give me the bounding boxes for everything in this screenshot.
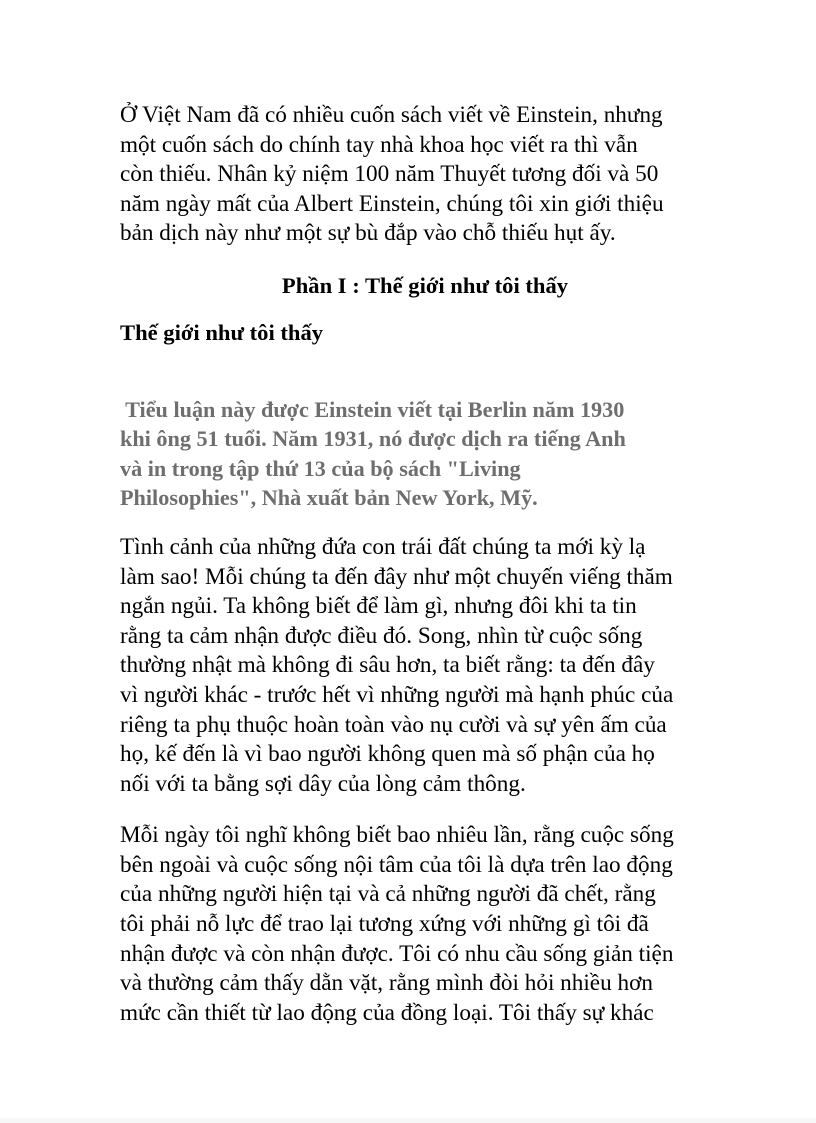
note-line: Philosophies", Nhà xuất bản New York, Mỹ. [120, 485, 538, 511]
paragraph-line: ngắn ngủi. Ta không biết để làm gì, nhưng đôi khi ta tin [120, 593, 637, 620]
intro-line: Ở Việt Nam đã có nhiều cuốn sách viết về Einstein, nhưng [120, 102, 663, 128]
note-line: khi ông 51 tuổi. Năm 1931, nó được dịch ra tiếng Anh [120, 426, 626, 452]
intro-line: còn thiếu. Nhân kỷ niệm 100 năm Thuyết tương đối và 50 [120, 161, 659, 188]
paragraph-line: tôi phải nỗ lực để trao lại tương xứng với những gì tôi đã [120, 911, 649, 938]
paragraph-line: họ, kế đến là vì bao người không quen mà số phận của họ [120, 741, 655, 768]
intro-paragraph [120, 101, 710, 249]
paragraph-line: nhận được và còn nhận được. Tôi có nhu cầu sống giản tiện [120, 940, 674, 967]
paragraph-line: bên ngoài và cuộc sống nội tâm của tôi là dựa trên lao động [120, 851, 673, 878]
body-paragraph-1 [120, 533, 710, 799]
editor-note [120, 365, 710, 513]
paragraph-line: riêng ta phụ thuộc hoàn toàn vào nụ cười và sự yên ấm của [120, 711, 667, 738]
page-bottom-edge [0, 1118, 816, 1123]
intro-line: một cuốn sách do chính tay nhà khoa học viết ra thì vẫn [120, 131, 638, 158]
paragraph-line: rằng ta cảm nhận được điều đó. Song, nhìn từ cuộc sống [120, 622, 643, 649]
paragraph-line: Tình cảnh của những đứa con trái đất chúng ta mới kỳ lạ [120, 533, 646, 560]
paragraph-line: của những người hiện tại và cả những người đã chết, rằng [120, 881, 656, 908]
intro-line: năm ngày mất của Albert Einstein, chúng tôi xin giới thiệu [120, 190, 664, 217]
paragraph-line: Mỗi ngày tôi nghĩ không biết bao nhiêu lần, rằng cuộc sống [120, 822, 674, 849]
note-line: Tiểu luận này được Einstein viết tại Berlin năm 1930 [120, 396, 625, 422]
paragraph-line: nối với ta bằng sợi dây của lòng cảm thông. [120, 770, 526, 797]
note-line: và in trong tập thứ 13 của bộ sách "Living [120, 455, 521, 481]
part-heading: Phần I : Thế giới như tôi thấy [281, 272, 569, 298]
paragraph-line: và thường cảm thấy dằn vặt, rằng mình đòi hỏi nhiều hơn [120, 970, 653, 997]
document-content [120, 101, 710, 1050]
paragraph-line: thường nhật mà không đi sâu hơn, ta biết rằng: ta đến đây [120, 652, 655, 679]
intro-line: bản dịch này như một sự bù đắp vào chỗ thiếu hụt ấy. [120, 220, 616, 247]
section-heading: Thế giới như tôi thấy [120, 319, 324, 345]
paragraph-line: làm sao! Mỗi chúng ta đến đây như một chuyến viếng thăm [120, 563, 673, 590]
paragraph-line: mức cần thiết từ lao động của đồng loại. Tôi thấy sự khác [120, 999, 654, 1026]
body-paragraph-2 [120, 821, 710, 1028]
paragraph-line: vì người khác - trước hết vì những người mà hạnh phúc của [120, 681, 674, 708]
